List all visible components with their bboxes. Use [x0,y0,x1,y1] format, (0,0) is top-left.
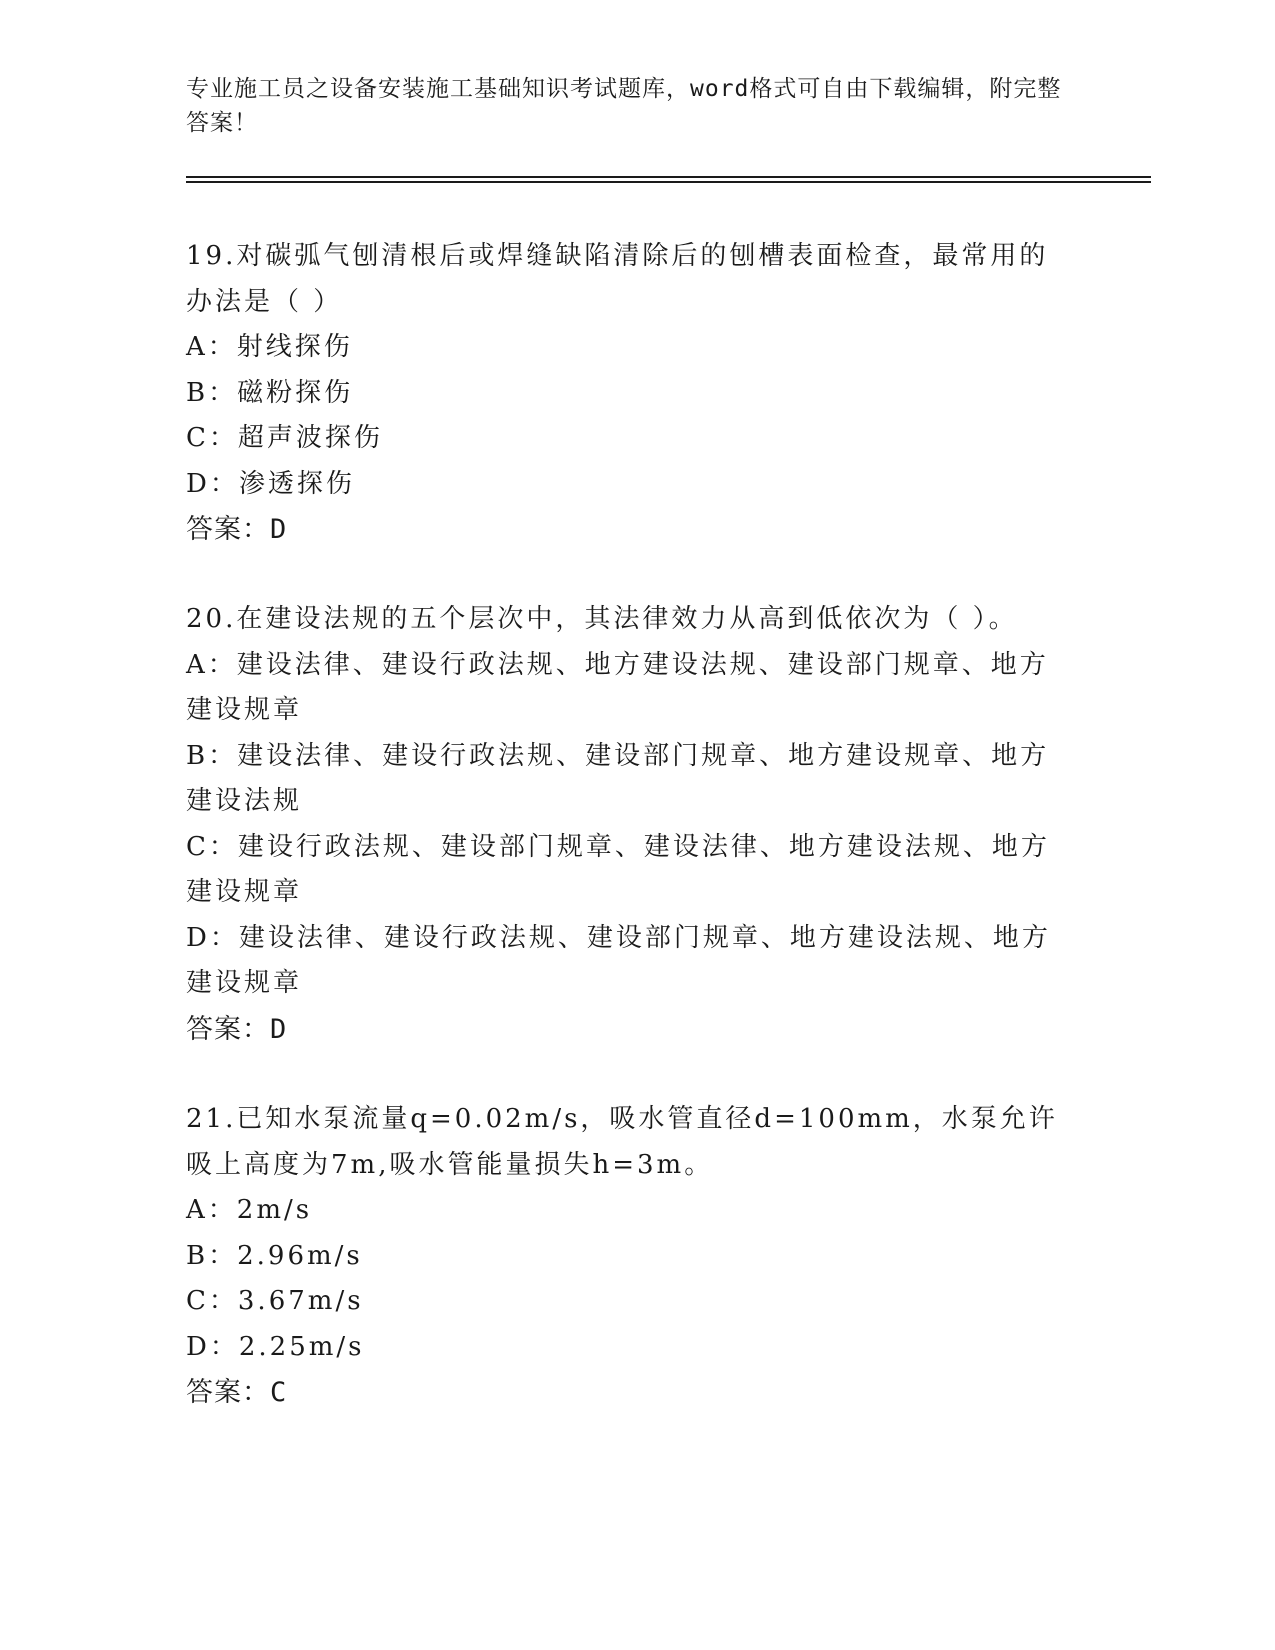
question-stem: 21.已知水泵流量q=0.02m/s，吸水管直径d=100mm，水泵允许吸上高度为7m,吸水管能量损失h=3m。 [186,1104,1058,1180]
answer-label: 答案：D [186,1013,288,1045]
option-b: B：建设法律、建设行政法规、建设部门规章、地方建设规章、地方建设法规 [186,740,1050,816]
header-divider-top [186,176,1151,178]
question-stem: 19.对碳弧气刨清根后或焊缝缺陷清除后的刨槽表面检查，最常用的办法是（ ） [186,241,1049,317]
option-d: D：渗透探伤 [186,468,355,499]
option-b: B：磁粉探伤 [186,377,354,408]
header-divider-bottom [186,181,1151,183]
option-d: D：建设法律、建设行政法规、建设部门规章、地方建设法规、地方建设规章 [186,922,1051,998]
question-20 [186,597,1076,1052]
option-a: A：2m/s [186,1195,313,1225]
document-header: 专业施工员之设备安装施工基础知识考试题库，word格式可自由下载编辑，附完整答案！ [186,76,1062,136]
answer-label: 答案：D [186,514,288,545]
option-a: A：射线探伤 [186,332,353,362]
option-a: A：建设法律、建设行政法规、地方建设法规、建设部门规章、地方建设规章 [186,649,1049,725]
question-19 [186,234,1076,553]
answer-label: 答案：C [186,1377,288,1408]
question-21 [186,1097,1076,1416]
option-d: D：2.25m/s [186,1331,365,1362]
question-stem: 20.在建设法规的五个层次中，其法律效力从高到低依次为（ ）。 [186,604,1018,634]
option-b: B：2.96m/s [186,1240,363,1271]
option-c: C：建设行政法规、建设部门规章、建设法律、地方建设法规、地方建设规章 [186,831,1050,907]
option-c: C：3.67m/s [186,1286,364,1316]
option-c: C：超声波探伤 [186,423,383,453]
